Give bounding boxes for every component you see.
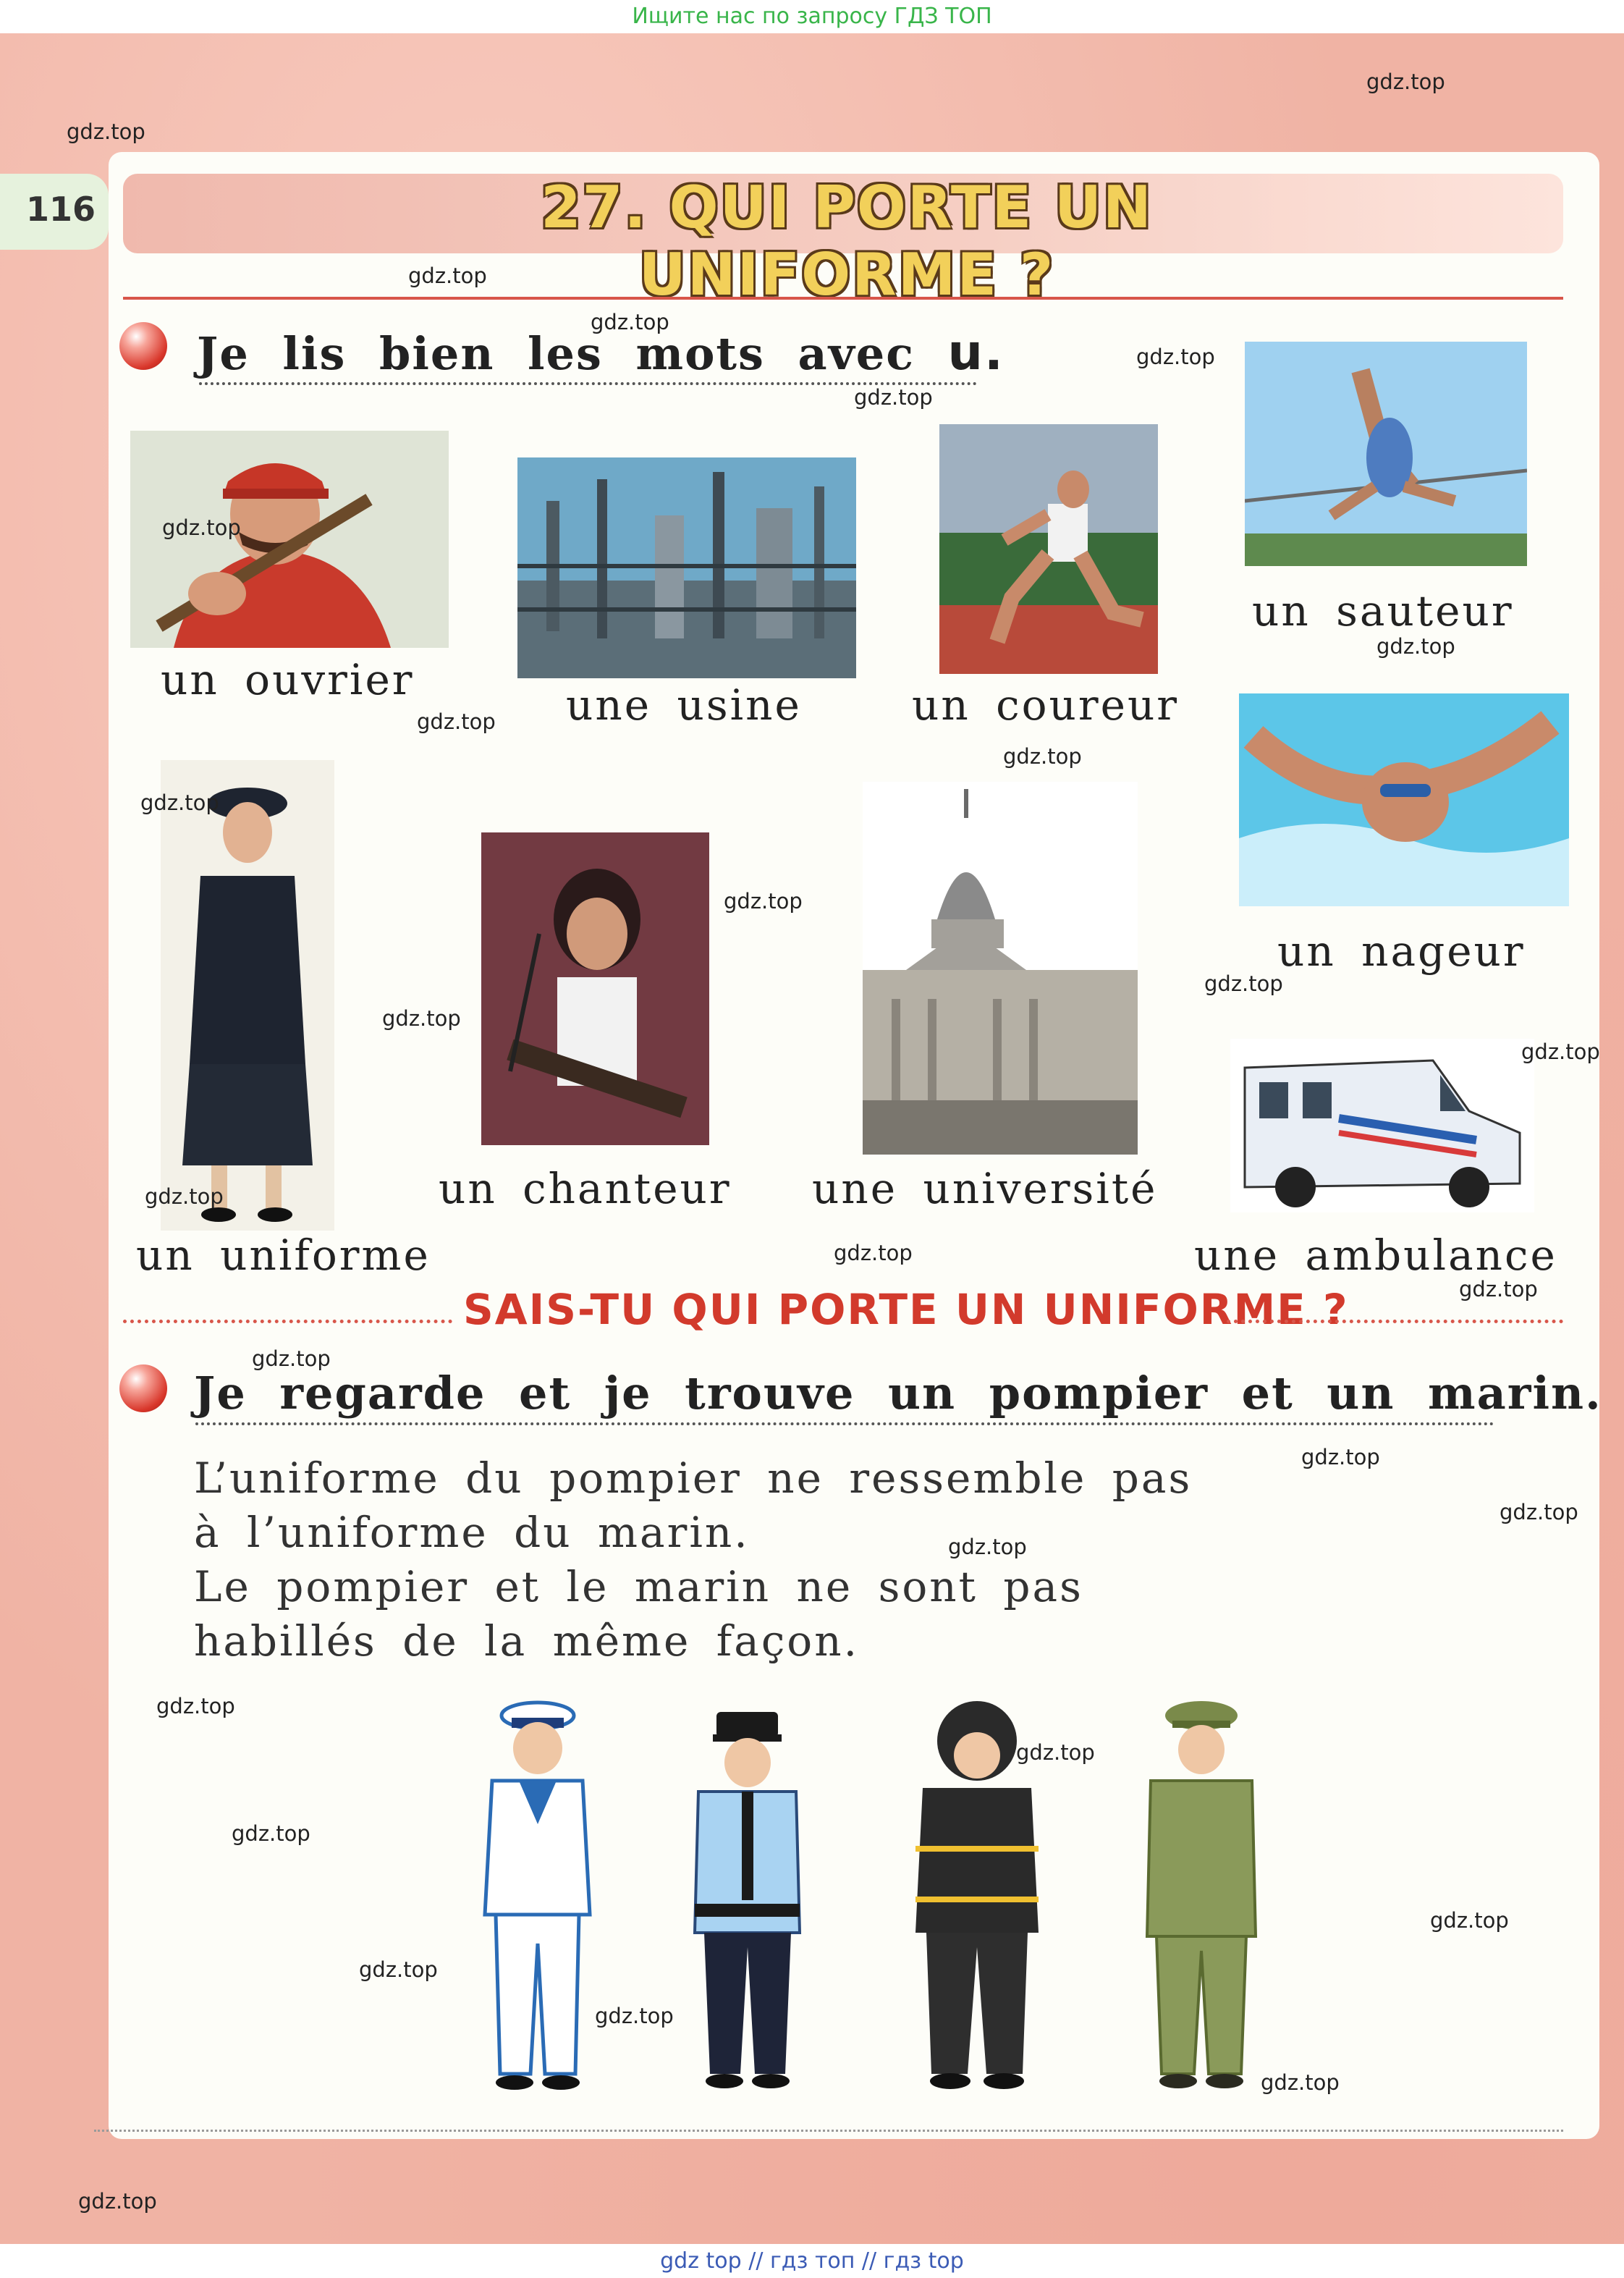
watermark: gdz.top (1301, 1445, 1380, 1469)
nageur-photo (1239, 693, 1569, 906)
watermark: gdz.top (1430, 1908, 1509, 1933)
watermark: gdz.top (417, 709, 496, 734)
watermark: gdz.top (140, 790, 219, 815)
watermark: gdz.top (359, 1957, 438, 1982)
watermark: gdz.top (834, 1241, 913, 1265)
watermark: gdz.top (232, 1821, 310, 1846)
top-banner[interactable]: Ищите нас по запросу ГДЗ ТОП (0, 0, 1624, 33)
caption-coureur: un coureur (912, 680, 1180, 730)
watermark: gdz.top (724, 889, 803, 914)
text-line-1: L’uniforme du pompier ne ressemble pas (194, 1454, 1193, 1503)
caption-uniforme: un uniforme (136, 1231, 431, 1280)
watermark: gdz.top (67, 119, 145, 144)
exercise2-heading: Je regarde et je trouve un pompier et un marin. (194, 1367, 1602, 1419)
ambulance-photo (1230, 1039, 1534, 1212)
exercise1-heading-text: Je lis bien les mots avec (197, 327, 915, 380)
watermark: gdz.top (1366, 69, 1445, 94)
watermark: gdz.top (591, 310, 669, 334)
caption-sauteur: un sauteur (1252, 586, 1514, 636)
watermark: gdz.top (382, 1006, 461, 1031)
caption-nageur: un nageur (1277, 927, 1526, 976)
marin-figure (474, 1697, 601, 2092)
watermark: gdz.top (595, 2004, 674, 2028)
text-line-4: habillés de la même façon. (194, 1616, 860, 1666)
text-line-3: Le pompier et le marin ne sont pas (194, 1562, 1083, 1611)
exercise2-heading-underline (195, 1422, 1494, 1425)
policier-figure (684, 1708, 811, 2092)
watermark: gdz.top (1521, 1039, 1600, 1064)
section2-left-rule (123, 1320, 452, 1323)
caption-ambulance: une ambulance (1194, 1231, 1557, 1280)
watermark: gdz.top (948, 1535, 1027, 1559)
bullet-icon (119, 322, 167, 370)
watermark: gdz.top (145, 1184, 224, 1209)
page-title: 27. QUI PORTE UN UNIFORME ? (541, 174, 1153, 308)
coureur-photo (939, 424, 1158, 674)
title-divider (123, 297, 1563, 300)
watermark: gdz.top (1376, 634, 1455, 659)
chanteur-photo (481, 832, 709, 1145)
watermark: gdz.top (1016, 1740, 1095, 1765)
watermark: gdz.top (1500, 1500, 1578, 1524)
watermark: gdz.top (78, 2189, 157, 2214)
exercise1-heading-letter: u. (947, 324, 1005, 381)
uniforme-photo (161, 760, 334, 1231)
watermark: gdz.top (1003, 744, 1082, 769)
watermark: gdz.top (1204, 971, 1283, 996)
watermark: gdz.top (854, 385, 933, 410)
caption-usine: une usine (566, 680, 802, 730)
sauteur-photo (1245, 342, 1527, 566)
section2-title: SAIS-TU QUI PORTE UN UNIFORME ? (463, 1285, 1349, 1334)
watermark: gdz.top (1136, 345, 1215, 369)
text-line-2: à l’uniforme du marin. (194, 1508, 750, 1557)
page-number: 116 (26, 190, 96, 229)
usine-photo (517, 457, 856, 678)
section2-right-rule (1227, 1320, 1563, 1323)
page-bottom-rule (94, 2130, 1563, 2132)
watermark: gdz.top (408, 263, 487, 288)
watermark: gdz.top (1261, 2070, 1340, 2095)
watermark: gdz.top (1459, 1277, 1538, 1302)
exercise2-text (194, 1451, 1192, 1669)
caption-chanteur: un chanteur (439, 1164, 732, 1213)
bullet-icon (119, 1364, 167, 1412)
soldat-figure (1136, 1697, 1266, 2092)
watermark: gdz.top (156, 1694, 235, 1718)
universite-photo (863, 782, 1138, 1155)
caption-ouvrier: un ouvrier (161, 655, 415, 704)
bottom-banner[interactable]: gdz top // гдз топ // гдз top (0, 2244, 1624, 2278)
caption-universite: une université (812, 1164, 1158, 1213)
watermark: gdz.top (252, 1346, 331, 1371)
watermark: gdz.top (162, 515, 241, 540)
